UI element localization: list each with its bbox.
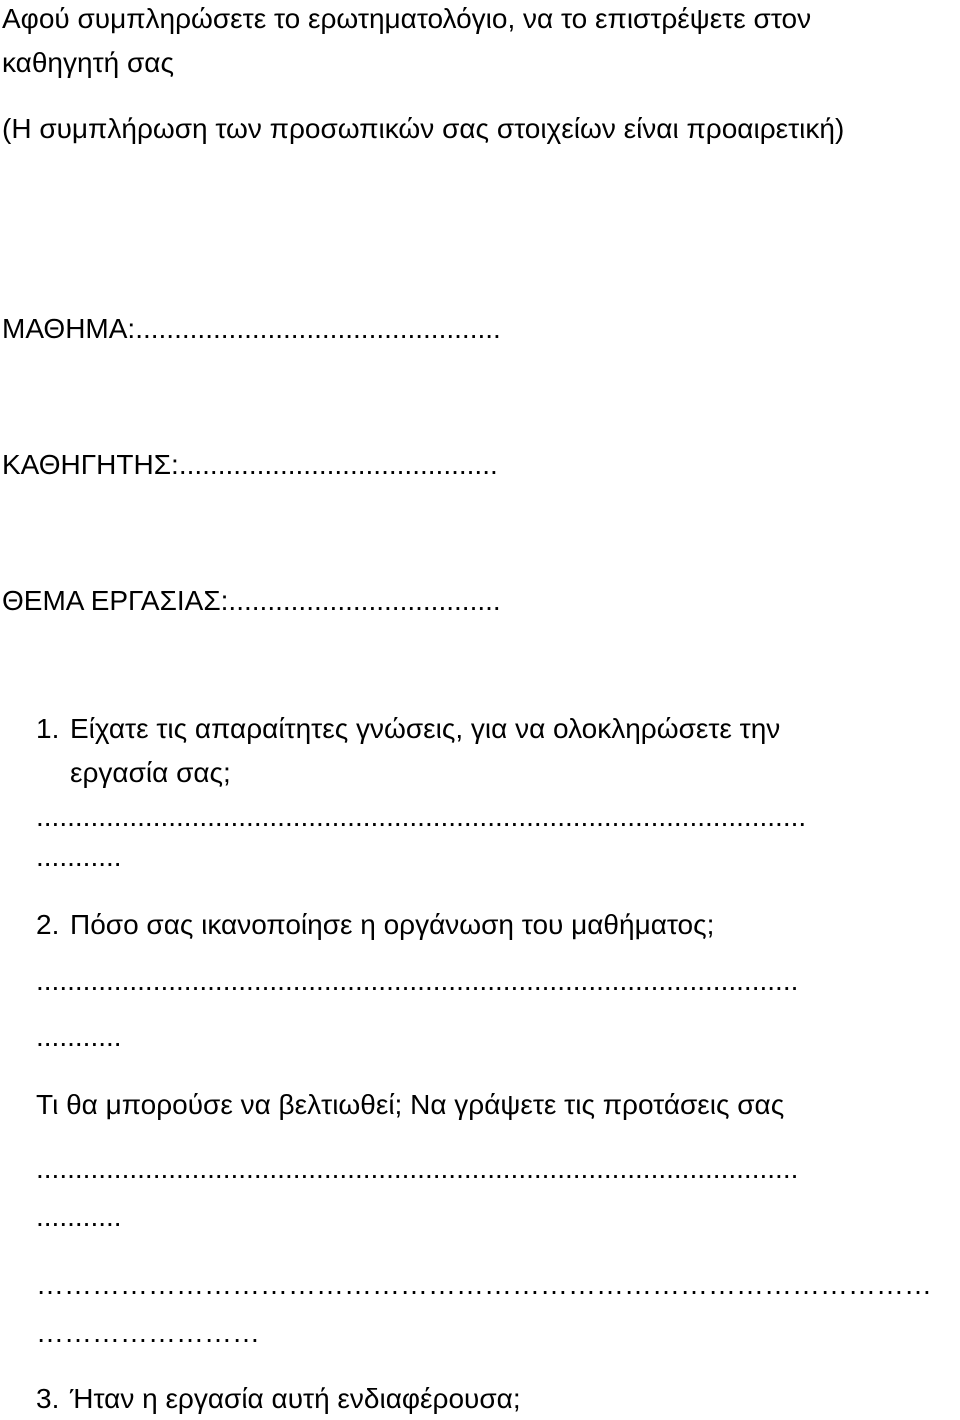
question-2-answer-line-2: ...........: [36, 1021, 122, 1052]
question-3-number: 3.: [36, 1383, 60, 1414]
optional-note: (Η συμπλήρωση των προσωπικών σας στοιχείων είναι προαιρετική): [2, 113, 845, 144]
question-1: [36, 712, 780, 746]
question-2-number: 2.: [36, 909, 60, 940]
improvement-answer-line-4: ……………………: [36, 1317, 260, 1348]
improvement-answer-line-2: ...........: [36, 1201, 122, 1232]
question-1-text-continued: εργασία σας;: [70, 757, 231, 788]
question-3: [36, 1382, 521, 1416]
intro-line-1: Αφού συμπληρώσετε το ερωτηματολόγιο, να το επιστρέψετε στον: [2, 3, 812, 34]
question-3-text: Ήταν η εργασία αυτή ενδιαφέρουσα;: [70, 1383, 521, 1414]
question-2-answer-line-1: ..................................................................................................: [36, 965, 799, 996]
question-2: [36, 908, 714, 942]
question-1-text: Είχατε τις απαραίτητες γνώσεις, για να ολοκληρώσετε την: [70, 713, 781, 744]
question-2-text: Πόσο σας ικανοποίησε η οργάνωση του μαθήματος;: [70, 909, 715, 940]
improvement-question: Τι θα μπορούσε να βελτιωθεί; Να γράψετε τις προτάσεις σας: [36, 1089, 785, 1120]
topic-field: ΘΕΜΑ ΕΡΓΑΣΙΑΣ:...................................: [2, 585, 501, 616]
improvement-answer-line-1: ..................................................................................................: [36, 1153, 799, 1184]
question-1-answer-line-1: ...................................................................................................: [36, 801, 807, 832]
teacher-field: ΚΑΘΗΓΗΤΗΣ:.........................................: [2, 449, 498, 480]
question-1-number: 1.: [36, 713, 60, 744]
improvement-answer-line-3: ……………………………………………………………………………………: [36, 1269, 932, 1300]
question-1-answer-line-2: ...........: [36, 841, 122, 872]
intro-line-2: καθηγητή σας: [2, 47, 174, 78]
subject-field: ΜΑΘΗΜΑ:...............................................: [2, 313, 501, 344]
